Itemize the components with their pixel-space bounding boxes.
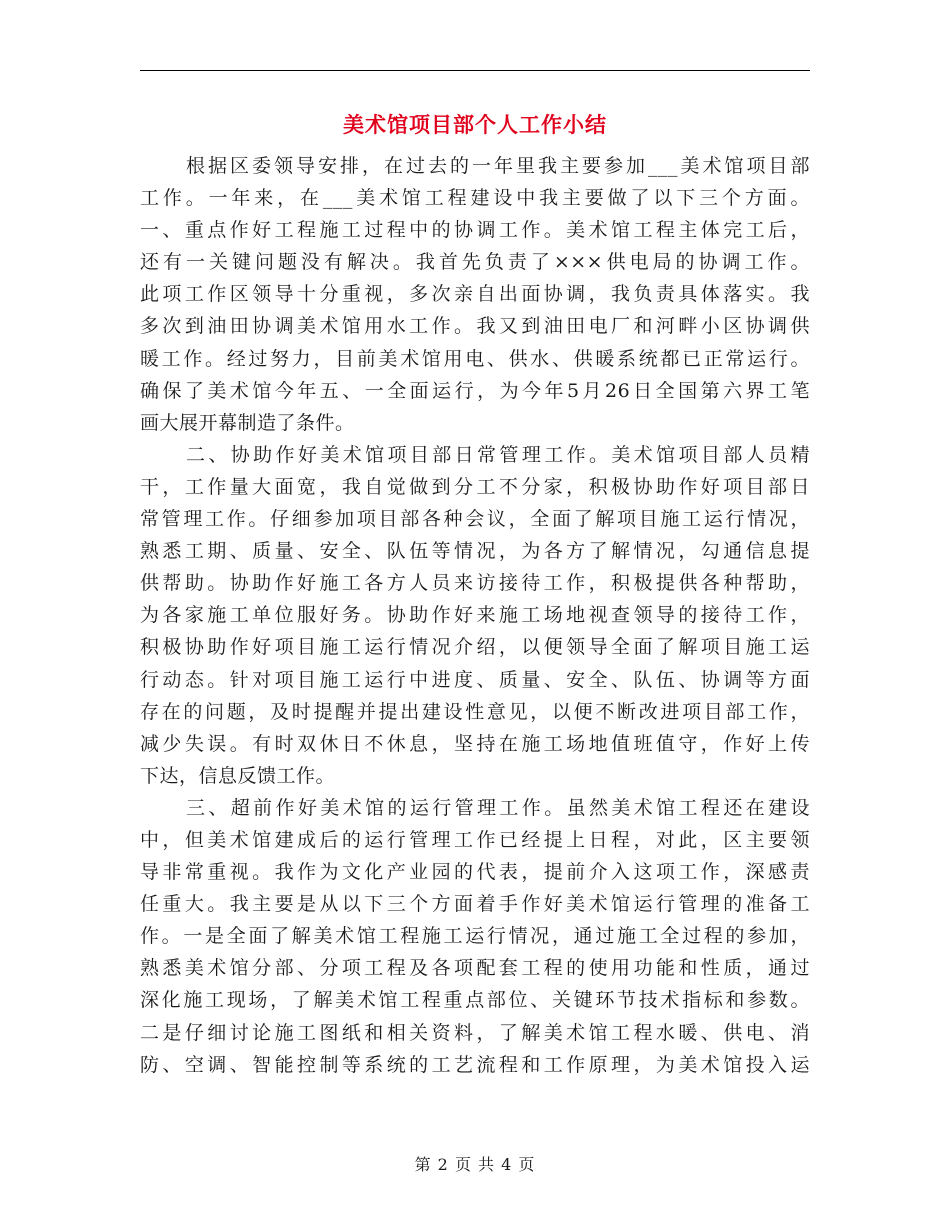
- body-line: 为各家施工单位服好务。协助作好来施工场地视查领导的接待工作，: [140, 604, 810, 627]
- body-line: 存在的问题，及时提醒并提出建设性意见，以便不断改进项目部工作，: [140, 700, 810, 723]
- body-line: 还有一关键问题没有解决。我首先负责了×××供电局的协调工作。: [140, 251, 810, 274]
- page-number: 第 2 页 共 4 页: [414, 1155, 536, 1174]
- body-line: 熟悉美术馆分部、分项工程及各项配套工程的使用功能和性质，通过: [140, 957, 810, 980]
- body-line: 深化施工现场，了解美术馆工程重点部位、关键环节技术指标和参数。: [140, 989, 810, 1012]
- body-line: 下达，信息反馈工作。: [140, 764, 336, 787]
- body-line: 干，工作量大面宽，我自觉做到分工不分家，积极协助作好项目部日: [140, 475, 810, 498]
- document-body: [140, 150, 810, 1081]
- body-line: 多次到油田协调美术馆用水工作。我又到油田电厂和河畔小区协调供: [140, 315, 810, 338]
- body-line: 熟悉工期、质量、安全、队伍等情况，为各方了解情况，勾通信息提: [140, 540, 810, 563]
- body-line: 暖工作。经过努力，目前美术馆用电、供水、供暖系统都已正常运行。: [140, 347, 810, 370]
- body-line: 确保了美术馆今年五、一全面运行，为今年5月26日全国第六界工笔: [140, 379, 810, 402]
- body-line: 积极协助作好项目施工运行情况介绍，以便领导全面了解项目施工运: [140, 636, 810, 659]
- body-line: 防、空调、智能控制等系统的工艺流程和工作原理，为美术馆投入运: [140, 1053, 810, 1076]
- body-line: 作。一是全面了解美术馆工程施工运行情况，通过施工全过程的参加，: [140, 925, 810, 948]
- body-line: 常管理工作。仔细参加项目部各种会议，全面了解项目施工运行情况，: [140, 508, 810, 531]
- body-line: 中，但美术馆建成后的运行管理工作已经提上日程，对此，区主要领: [140, 828, 810, 851]
- body-line: 根据区委领导安排，在过去的一年里我主要参加___美术馆项目部: [186, 155, 810, 177]
- body-line: 工作。一年来，在___美术馆工程建设中我主要做了以下三个方面。: [140, 187, 810, 210]
- body-line: 三、超前作好美术馆的运行管理工作。虽然美术馆工程还在建设: [186, 796, 810, 819]
- body-line: 行动态。针对项目施工运行中进度、质量、安全、队伍、协调等方面: [140, 668, 810, 691]
- document-title: 美术馆项目部个人工作小结: [343, 112, 607, 137]
- body-line: 二是仔细讨论施工图纸和相关资料，了解美术馆工程水暖、供电、消: [140, 1021, 810, 1044]
- body-line: 画大展开幕制造了条件。: [140, 411, 355, 434]
- body-line: 一、重点作好工程施工过程中的协调工作。美术馆工程主体完工后，: [140, 219, 810, 242]
- body-line: 此项工作区领导十分重视，多次亲自出面协调，我负责具体落实。我: [140, 283, 810, 306]
- body-line: 供帮助。协助作好施工各方人员来访接待工作，积极提供各种帮助，: [140, 572, 810, 595]
- header-rule: [140, 70, 810, 71]
- body-line: 任重大。我主要是从以下三个方面着手作好美术馆运行管理的准备工: [140, 893, 810, 916]
- body-line: 减少失误。有时双休日不休息，坚持在施工场地值班值守，作好上传: [140, 732, 810, 755]
- body-line: 二、协助作好美术馆项目部日常管理工作。美术馆项目部人员精: [186, 443, 810, 466]
- body-line: 导非常重视。我作为文化产业园的代表，提前介入这项工作，深感责: [140, 861, 810, 884]
